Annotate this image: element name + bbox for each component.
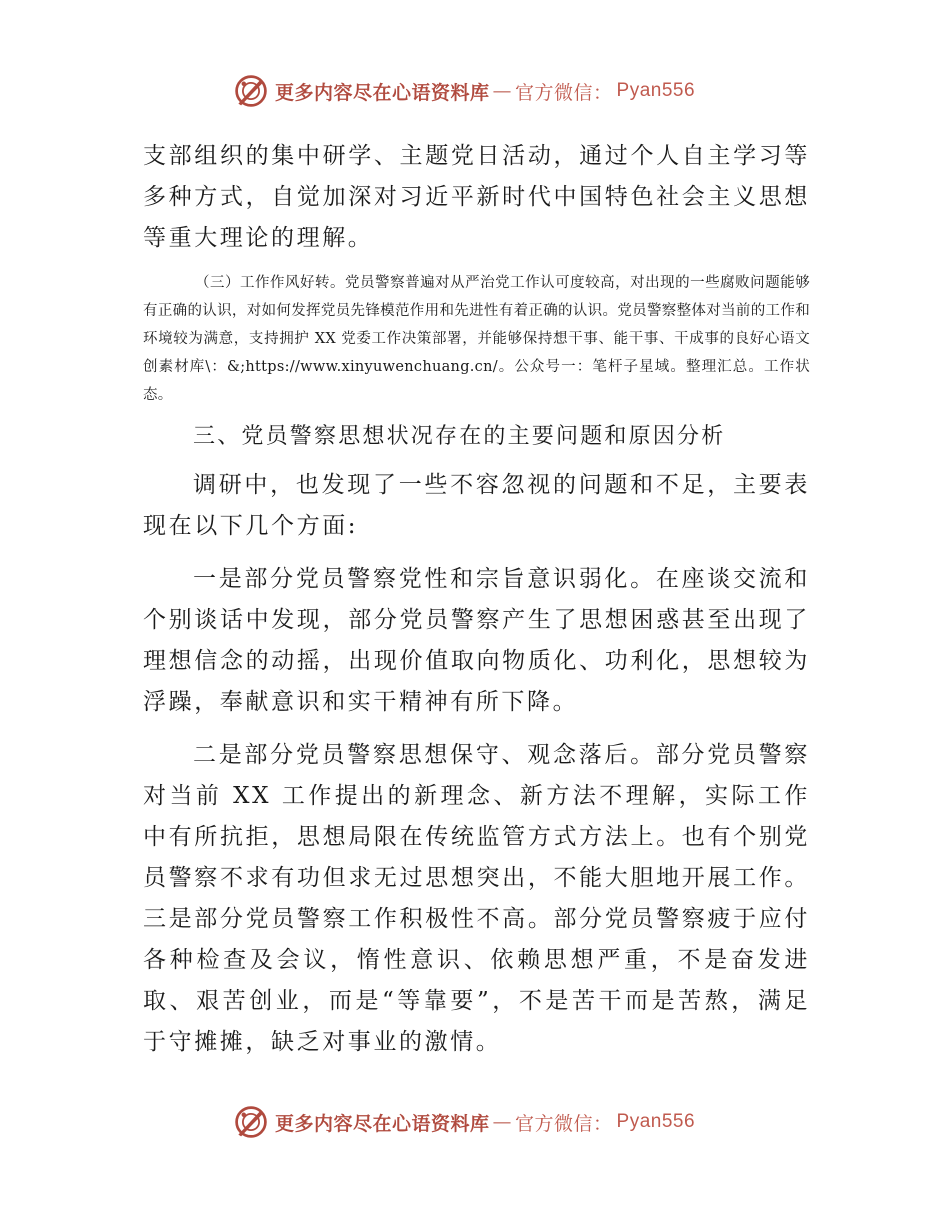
- document-body: [143, 136, 810, 1063]
- banner-dash: —: [492, 80, 513, 102]
- footer-banner: [233, 1102, 753, 1142]
- wechat-handle: Pyan556: [616, 80, 696, 101]
- paragraph-work-style: （三）工作作风好转。党员警察普遍对从严治党工作认可度较高，对出现的一些腐败问题能够有正确的认识，对如何发挥党员先锋模范作用和先进性有着正确的认识。党员警察整体对当前的工作和环境较为满意，支持拥护 XX 党委工作决策部署，并能够保持想干事、能干事、干成事的良好心语文创素材库\：&;https://www.xinyuwenchuang.cn/。公众号一：笔杆子星域。整理汇总。工作状态。: [143, 275, 810, 403]
- banner-dash: —: [492, 1111, 513, 1133]
- paragraph-intro: 调研中，也发现了一些不容忽视的问题和不足，主要表现在以下几个方面:: [143, 472, 810, 539]
- brand-text: 更多内容尽在心语资料库: [275, 1112, 490, 1135]
- paragraph-continuation: 支部组织的集中研学、主题党日活动，通过个人自主学习等多种方式，自觉加深对习近平新时代中国特色社会主义思想等重大理论的理解。: [143, 143, 810, 251]
- brand-text: 更多内容尽在心语资料库: [275, 81, 490, 104]
- wechat-label: 官方微信：: [515, 81, 613, 104]
- header-banner: [233, 71, 753, 111]
- wechat-handle: Pyan556: [616, 1111, 696, 1132]
- brand-logo-icon: [233, 1104, 269, 1140]
- paragraph-problem-one: 一是部分党员警察党性和宗旨意识弱化。在座谈交流和个别谈话中发现，部分党员警察产生了思想困惑甚至出现了理想信念的动摇，出现价值取向物质化、功利化，思想较为浮躁，奉献意识和实干精神有所下降。: [143, 566, 810, 715]
- brand-logo-icon: [233, 73, 269, 109]
- section-heading-3: 三、党员警察思想状况存在的主要问题和原因分析: [193, 424, 726, 449]
- wechat-label: 官方微信：: [515, 1112, 613, 1135]
- paragraph-problem-two: 二是部分党员警察思想保守、观念落后。部分党员警察对当前 XX 工作提出的新理念、新方法不理解，实际工作中有所抗拒，思想局限在传统监管方式方法上。也有个别党员警察不求有功但求无过思想突出，不能大胆地开展工作。三是部分党员警察工作积极性不高。部分党员警察疲于应付各种检查及会议，惰性意识、依赖思想严重，不是奋发进取、艰苦创业，而是“等靠要”，不是苦干而是苦熬，满足于守摊摊，缺乏对事业的激情。: [143, 742, 810, 1055]
